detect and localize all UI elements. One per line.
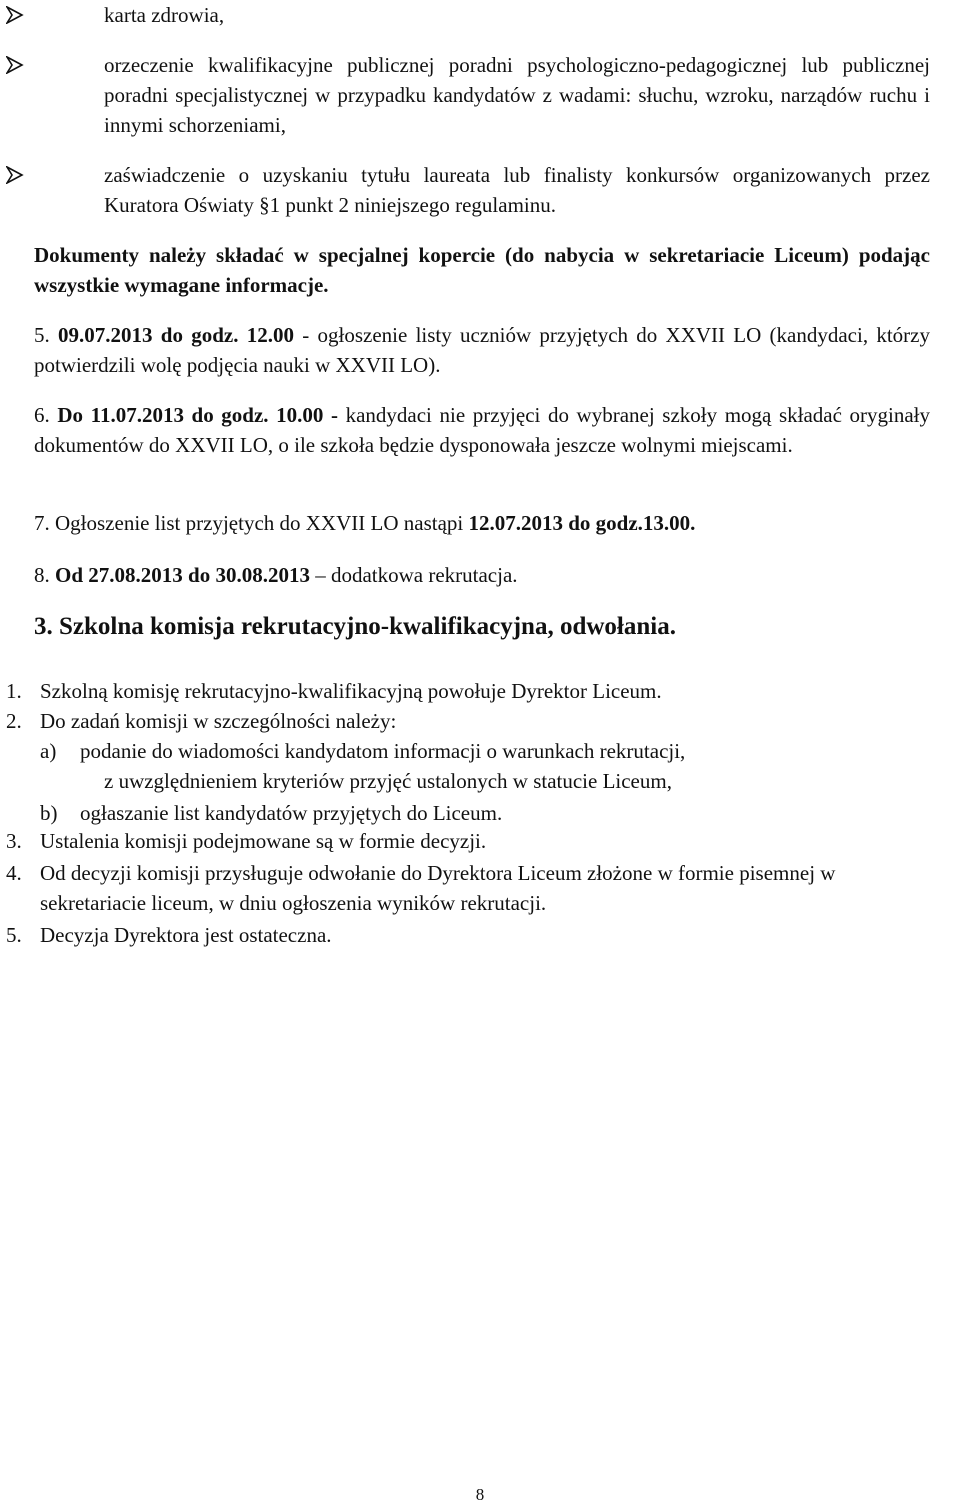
list-item: 3. Ustalenia komisji podejmowane są w formie decyzji. — [6, 829, 487, 853]
list-item: 5. Decyzja Dyrektora jest ostateczna. — [6, 923, 332, 947]
list-item: 1. Szkolną komisję rekrutacyjno-kwalifikacyjną powołuje Dyrektor Liceum. — [6, 679, 662, 703]
list-item: 2. Do zadań komisji w szczególności należy: — [6, 709, 397, 733]
documents-note: Dokumenty należy składać w specjalnej kopercie (do nabycia w sekretariacie Liceum) podając wszystkie wymagane informacje. — [34, 243, 930, 297]
schedule-item: 8. Od 27.08.2013 do 30.08.2013 – dodatkowa rekrutacja. — [34, 563, 518, 587]
arrow-bullet-icon — [6, 56, 24, 74]
page-number: 8 — [475, 1485, 485, 1504]
sub-list-item: a) podanie do wiadomości kandydatom informacji o warunkach rekrutacji, z uwzględnieniem kryteriów przyjęć ustalonych w statucie Liceum, — [40, 739, 686, 793]
arrow-bullet-icon — [6, 166, 24, 184]
sub-list-item: b) ogłaszanie list kandydatów przyjętych do Liceum. — [40, 801, 503, 825]
bullet-text: orzeczenie kwalifikacyjne publicznej poradni psychologiczno-pedagogicznej lub publicznej poradni specjalistycznej w przypadku kandydatów z wadami: słuchu, wzroku, narządów ruchu i innymi schorzeniami, — [104, 53, 930, 137]
schedule-item: 5. 09.07.2013 do godz. 12.00 - ogłoszenie listy uczniów przyjętych do XXVII LO (kandydaci, którzy potwierdzili wolę podjęcia nauki w XXVII LO). — [34, 323, 930, 377]
section-sign: § — [259, 193, 270, 217]
schedule-item: 7. Ogłoszenie list przyjętych do XXVII LO nastąpi 12.07.2013 do godz.13.00. — [34, 511, 696, 535]
bullet-text: zaświadczenie o uzyskaniu tytułu laureata lub finalisty konkursów organizowanych przez Kuratora Oświaty §1 punkt 2 niniejszego regulaminu. — [104, 163, 930, 217]
bullet-item — [0, 50, 930, 140]
section-heading: 3. Szkolna komisja rekrutacyjno-kwalifikacyjna, odwołania. — [34, 613, 676, 640]
schedule-item: 6. Do 11.07.2013 do godz. 10.00 - kandydaci nie przyjęci do wybranej szkoły mogą składać oryginały dokumentów do XXVII LO, o ile szkoła będzie dysponowała jeszcze wolnymi miejscami. — [34, 403, 930, 457]
arrow-bullet-icon — [6, 6, 24, 24]
list-item: 4. Od decyzji komisji przysługuje odwołanie do Dyrektora Liceum złożone w formie pisemnej w sekretariacie liceum, w dniu ogłoszenia wyników rekrutacji. — [6, 861, 836, 915]
bullet-item — [0, 0, 930, 30]
bullet-item — [0, 160, 930, 220]
bullet-text: karta zdrowia, — [104, 3, 225, 27]
